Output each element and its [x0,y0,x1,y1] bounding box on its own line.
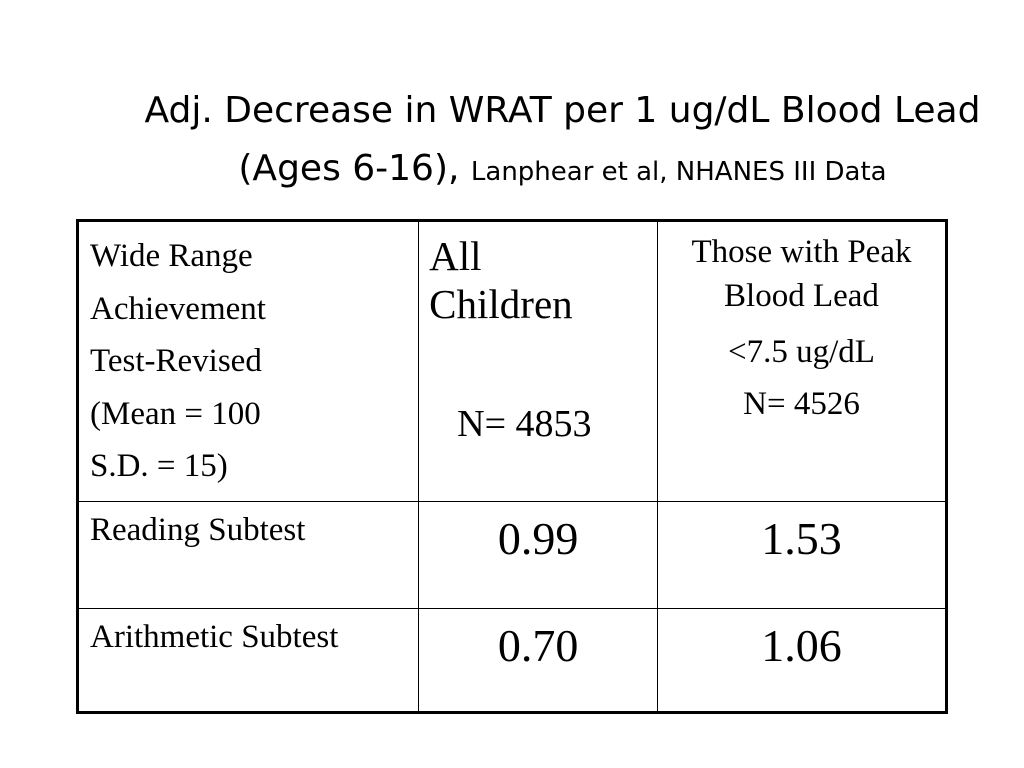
value-peak: 1.53 [761,513,842,564]
value-cell [419,502,658,609]
header-test-cell [78,221,419,502]
header-test-line: Wide Range [90,238,253,274]
table-header-row [78,221,947,502]
header-test-line: Achievement [90,290,266,327]
header-all-children-cell [419,221,658,502]
header-all-children-line: All [429,233,482,279]
row-label: Arithmetic Subtest [90,619,339,655]
slide-title [90,82,1024,201]
value-all-children: 0.70 [497,620,579,671]
header-all-children-line: Children [429,281,573,327]
value-cell [657,502,946,609]
header-peak-line: Blood Lead [724,278,879,314]
value-cell [419,609,658,713]
header-peak-n: N= 4526 [743,386,860,422]
row-label-cell [78,609,419,713]
header-peak-line: Those with Peak [691,234,912,270]
wrat-table [76,219,948,714]
header-all-children-n: N= 4853 [457,403,592,445]
row-label: Reading Subtest [90,512,306,548]
header-peak-cell [657,221,946,502]
header-test-line: (Mean = 100 [90,395,261,432]
header-test-line: Test-Revised [90,343,262,379]
value-cell [657,609,946,713]
value-peak: 1.06 [761,620,842,671]
title-source: Lanphear et al, NHANES III Data [470,157,887,187]
row-label-cell [78,502,419,609]
table-row [78,502,947,609]
value-all-children: 0.99 [497,513,579,564]
table-row [78,609,947,713]
header-test-line: S.D. = 15) [90,448,228,484]
title-main: Adj. Decrease in WRAT per 1 ug/dL Blood Lead (Ages 6-16), [144,90,981,189]
header-peak-line: <7.5 ug/dL [728,334,875,370]
